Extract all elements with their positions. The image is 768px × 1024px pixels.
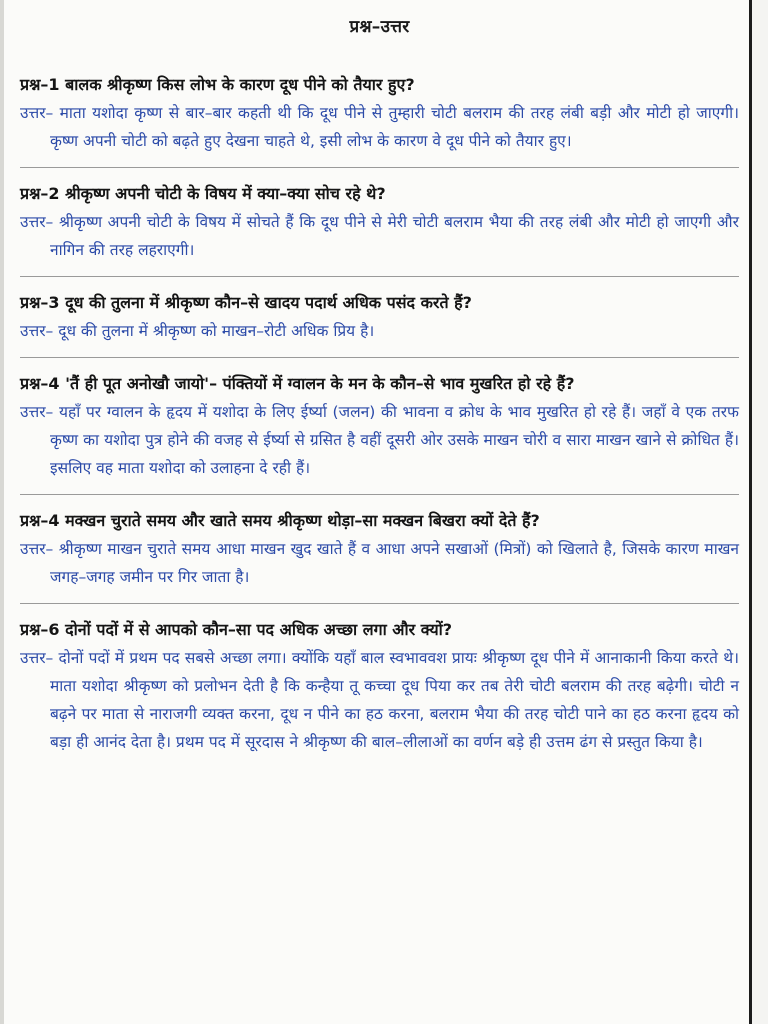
qa-block-1 — [20, 73, 739, 168]
qa-block-5 — [20, 509, 739, 604]
question-2: प्रश्न–2 श्रीकृष्ण अपनी चोटी के विषय में क्या–क्या सोच रहे थे? — [20, 184, 386, 203]
question-3: प्रश्न–3 दूध की तुलना में श्रीकृष्ण कौन–से खादय पदार्थ अधिक पसंद करते हैं? — [20, 293, 472, 312]
qa-block-6 — [20, 618, 739, 768]
question-6: प्रश्न–6 दोनों पदों में से आपको कौन–सा पद अधिक अच्छा लगा और क्यों? — [20, 620, 453, 639]
qa-block-3 — [20, 291, 739, 358]
answer-6: उत्तर– दोनों पदों में प्रथम पद सबसे अच्छा लगा। क्योंकि यहाँ बाल स्वभाववश प्रायः श्रीकृष्ण दूध पीने में आनाकानी किया करते थे। माता यशोदा श्रीकृष्ण को प्रलोभन देती है कि कन्हैया तू कच्चा दूध पिया कर तब तेरी चोटी बलराम की तरह बढ़ेगी। चोटी न बढ़ने पर माता से नाराजगी व्यक्त करना, दूध न पीने का हठ करना, बलराम भैया की तरह चोटी पाने का हठ करना हृदय को बड़ा ही आनंद देता है। प्रथम पद में सूरदास ने श्रीकृष्ण की बाल–लीलाओं का वर्णन बड़े ही उत्तम ढंग से प्रस्तुत किया है। — [20, 649, 739, 751]
answer-2: उत्तर– श्रीकृष्ण अपनी चोटी के विषय में सोचते हैं कि दूध पीने से मेरी चोटी बलराम भैया की तरह लंबी और मोटी हो जाएगी और नागिन की तरह लहराएगी। — [20, 213, 739, 259]
page-title: प्रश्न–उत्तर — [349, 17, 410, 37]
answer-3: उत्तर– दूध की तुलना में श्रीकृष्ण को माखन–रोटी अधिक प्रिय है। — [20, 322, 375, 340]
question-4: प्रश्न–4 'तैं ही पूत अनोखौ जायो'– पंक्तियों में ग्वालन के मन के कौन–से भाव मुखरित हो रहे हैं? — [20, 374, 575, 393]
question-5: प्रश्न–4 मक्खन चुराते समय और खाते समय श्रीकृष्ण थोड़ा–सा मक्खन बिखरा क्यों देते हैं? — [20, 511, 540, 530]
question-1: प्रश्न–1 बालक श्रीकृष्ण किस लोभ के कारण दूध पीने को तैयार हुए? — [20, 75, 415, 94]
answer-1: उत्तर– माता यशोदा कृष्ण से बार–बार कहती थी कि दूध पीने से तुम्हारी चोटी बलराम की तरह लंबी बड़ी और मोटी हो जाएगी। कृष्ण अपनी चोटी को बढ़ते हुए देखना चाहते थे, इसी लोभ के कारण वे दूध पीने को तैयार हुए। — [20, 104, 739, 150]
answer-4: उत्तर– यहाँ पर ग्वालन के हृदय में यशोदा के लिए ईर्ष्या (जलन) की भावना व क्रोध के भाव मुखरित हो रहे हैं। जहाँ वे एक तरफ कृष्ण का यशोदा पुत्र होने की वजह से ईर्ष्या से ग्रसित है वहीं दूसरी ओर उसके माखन चोरी व सारा माखन खाने से क्रोधित हैं। इसलिए वह माता यशोदा को उलाहना दे रही हैं। — [20, 403, 739, 477]
qa-block-4 — [20, 372, 739, 495]
page-left-edge — [0, 0, 4, 1024]
answer-5: उत्तर– श्रीकृष्ण माखन चुराते समय आधा माखन खुद खाते हैं व आधा अपने सखाओं (मित्रों) को खिलाते है, जिसके कारण माखन जगह–जगह जमीन पर गिर जाता है। — [20, 540, 739, 586]
qa-block-2 — [20, 182, 739, 277]
